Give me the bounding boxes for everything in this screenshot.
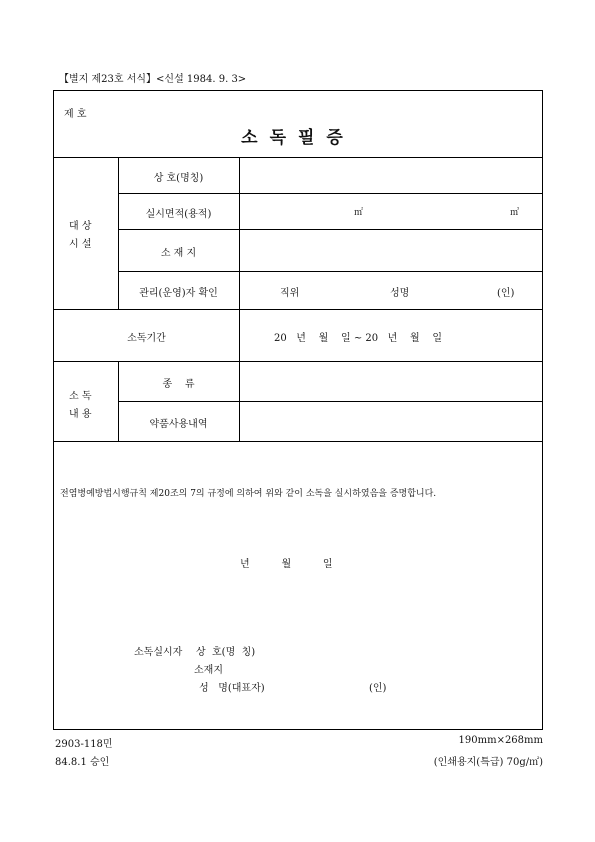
- certificate-form: [53, 90, 543, 730]
- type-label: 종 류: [162, 379, 195, 390]
- divider: [54, 441, 542, 442]
- certification-text: 전염병예방법시행규칙 제20조의 7의 규정에 의하여 위와 같이 소독을 실시하였음을 증명합니다.: [60, 489, 437, 499]
- signatory-label: 소독실시자: [134, 647, 183, 658]
- form-header-note: 【별지 제23호 서식】<신설 1984. 9. 3>: [59, 74, 247, 85]
- date-line: 년 월 일: [240, 559, 333, 570]
- content-label-top: 소 독: [69, 391, 92, 402]
- trade-name-label: 상 호(명칭): [153, 173, 204, 184]
- manager-confirm-label: 관리(운영)자 확인: [139, 288, 218, 299]
- chemical-usage-label: 약품사용내역: [149, 419, 208, 430]
- target-facility-label-bottom: 시 설: [69, 239, 92, 250]
- divider: [54, 361, 542, 362]
- signatory-seal-mark: (인): [369, 683, 387, 694]
- form-code: 2903-118민: [55, 739, 113, 750]
- name-label: 성명: [390, 288, 410, 299]
- content-label-bottom: 내 용: [69, 409, 92, 420]
- area-label: 실시면적(용적): [145, 209, 212, 220]
- location-field-label: 소재지: [194, 665, 223, 676]
- seal-mark: (인): [497, 288, 515, 299]
- divider: [118, 401, 542, 402]
- divider: [118, 229, 542, 230]
- area-unit: ㎡: [354, 208, 364, 218]
- divider: [54, 157, 542, 158]
- divider: [239, 157, 240, 441]
- divider: [118, 271, 542, 272]
- certificate-number-label: 제 호: [64, 109, 87, 120]
- period-label: 소독기간: [127, 333, 166, 344]
- target-facility-label-top: 대 상: [69, 221, 92, 232]
- divider: [54, 309, 542, 310]
- location-label: 소 재 지: [160, 248, 197, 259]
- trade-name-field-label: 상 호(명 칭): [196, 647, 256, 658]
- volume-unit: ㎥: [510, 208, 520, 218]
- period-value: 20 년 월 일 ~ 20 년 월 일: [274, 333, 443, 344]
- divider: [118, 193, 542, 194]
- paper-spec: (인쇄용지(특급) 70g/㎡): [433, 757, 543, 768]
- certificate-title: 소독필증: [241, 128, 355, 148]
- representative-name-label: 성 명(대표자): [199, 683, 265, 694]
- position-label: 직위: [280, 288, 300, 299]
- paper-size: 190mm×268mm: [458, 735, 543, 746]
- approval-date: 84.8.1 승인: [55, 757, 110, 768]
